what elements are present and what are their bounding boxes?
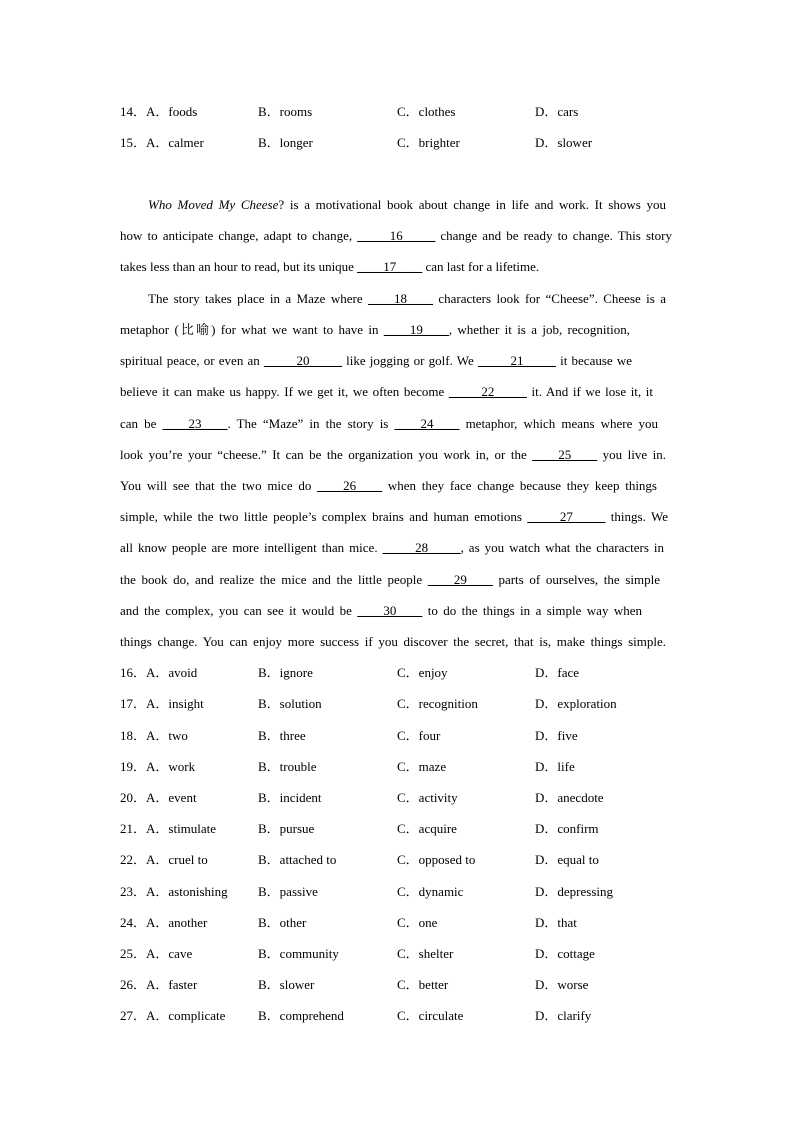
passage-line: takes less than an hour to read, but its unique ____17____ can last for a lifetime. [120,259,540,274]
option-b: B．pursue [258,821,315,836]
option-d: D．equal to [535,852,599,867]
blank-17: ____17____ [357,259,423,274]
option-a: 17．A．insight [120,696,204,711]
option-c: C．activity [397,790,458,805]
passage-line: believe it can make us happy. If we get it, we often become _____22_____ it. And if we lose it, it [120,384,653,399]
option-c: C．enjoy [397,665,448,680]
option-c: C．brighter [397,135,460,150]
blank-19: ____19____ [383,322,449,337]
option-b: B．longer [258,135,313,150]
option-b: B．three [258,728,306,743]
option-a: 18．A．two [120,728,188,743]
option-a: 14．A．foods [120,104,198,119]
option-b: B．community [258,946,339,961]
option-c: C．dynamic [397,884,464,899]
passage-line: You will see that the two mice do ____26____ when they face change because they keep things [120,478,657,493]
blank-21: _____21_____ [477,353,556,368]
option-a: 19．A．work [120,759,196,774]
passage-line: the book do, and realize the mice and the little people ____29____ parts of ourselves, the simple [120,572,660,587]
option-a: 20．A．event [120,790,197,805]
option-b: B．other [258,915,307,930]
passage-line: things change. You can enjoy more success if you discover the secret, that is, make things simple. [120,634,666,649]
blank-25: ____25____ [532,447,598,462]
option-a: 24．A．another [120,915,208,930]
option-d: D．cars [535,104,579,119]
option-b: B．attached to [258,852,337,867]
blank-16: _____16_____ [357,228,436,243]
passage-line: spiritual peace, or even an _____20_____ like jogging or golf. We _____21_____ it because we [120,353,632,368]
option-d: D．depressing [535,884,613,899]
blank-23: ____23____ [162,416,228,431]
option-c: C．one [397,915,438,930]
blank-24: ____24____ [394,416,460,431]
passage-line: Who Moved My Cheese? is a motivational book about change in life and work. It shows you [148,197,666,212]
option-c: C．acquire [397,821,457,836]
passage-line: all know people are more intelligent than mice. _____28_____, as you watch what the characters in [120,540,664,555]
option-c: C．clothes [397,104,456,119]
passage-line: how to anticipate change, adapt to change, _____16_____ change and be ready to change. This story [120,228,672,243]
option-c: C．four [397,728,441,743]
option-a: 22．A．cruel to [120,852,208,867]
option-b: B．comprehend [258,1008,344,1023]
option-a: 26．A．faster [120,977,198,992]
option-c: C．better [397,977,449,992]
option-d: D．cottage [535,946,595,961]
book-title: Who Moved My Cheese [148,197,279,212]
option-a: 16．A．avoid [120,665,198,680]
option-d: D．confirm [535,821,599,836]
option-d: D．five [535,728,578,743]
blank-26: ____26____ [317,478,383,493]
option-c: C．opposed to [397,852,476,867]
option-d: D．that [535,915,577,930]
option-d: D．anecdote [535,790,604,805]
option-d: D．life [535,759,575,774]
passage-line: look you’re your “cheese.” It can be the organization you work in, or the ____25____ you live in. [120,447,667,462]
option-b: B．passive [258,884,318,899]
option-d: D．slower [535,135,593,150]
blank-28: _____28_____ [382,540,461,555]
option-a: 25．A．cave [120,946,193,961]
option-c: C．shelter [397,946,454,961]
blank-20: _____20_____ [263,353,342,368]
option-c: C．maze [397,759,447,774]
option-b: B．incident [258,790,322,805]
option-a: 23．A．astonishing [120,884,228,899]
passage-line: metaphor (比喻) for what we want to have in ____19____, whether it is a job, recognition, [120,322,631,337]
blank-27: _____27_____ [527,509,606,524]
blank-18: ____18____ [368,291,433,306]
passage-line: The story takes place in a Maze where ____18____ characters look for “Cheese”. Cheese is a [148,291,667,306]
blank-22: _____22_____ [448,384,527,399]
option-a: 15．A．calmer [120,135,204,150]
option-c: C．recognition [397,696,478,711]
option-b: B．ignore [258,665,313,680]
option-a: 27．A．complicate [120,1008,226,1023]
passage-line: can be ____23____. The “Maze” in the story is ____24____ metaphor, which means where you [120,416,658,431]
option-b: B．solution [258,696,322,711]
option-d: D．clarify [535,1008,592,1023]
option-b: B．rooms [258,104,313,119]
option-b: B．trouble [258,759,317,774]
option-d: D．worse [535,977,589,992]
option-d: D．exploration [535,696,617,711]
blank-29: ____29____ [427,572,493,587]
option-a: 21．A．stimulate [120,821,217,836]
option-b: B．slower [258,977,315,992]
option-c: C．circulate [397,1008,464,1023]
option-d: D．face [535,665,580,680]
blank-30: ____30____ [357,603,423,618]
passage-line: and the complex, you can see it would be ____30____ to do the things in a simple way when [120,603,642,618]
passage-line: simple, while the two little people’s complex brains and human emotions _____27_____ things. We [120,509,669,524]
